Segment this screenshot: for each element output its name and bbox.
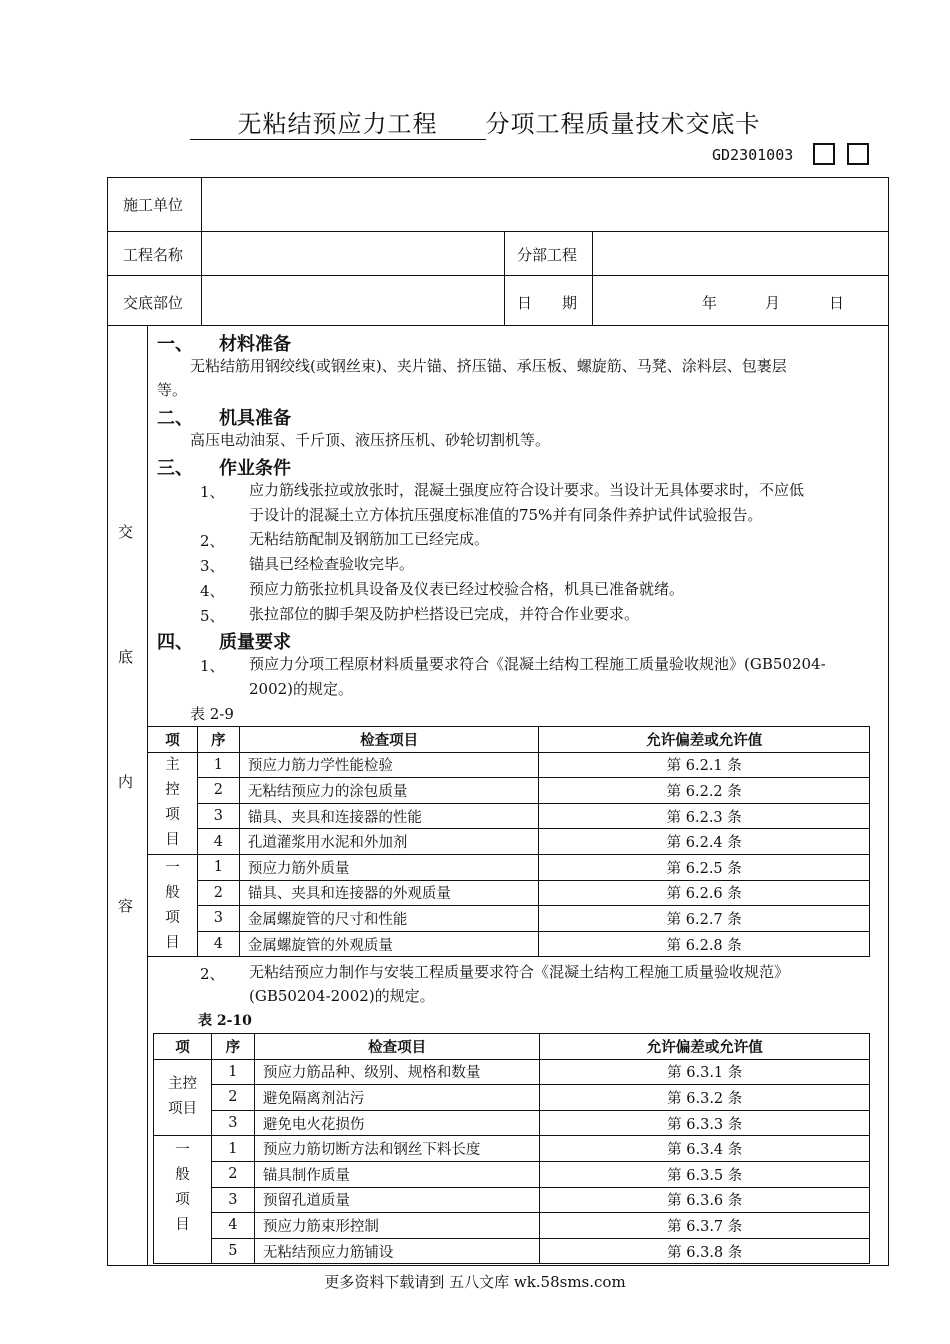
footer-text: 更多资料下载请到 五八文库 wk.58sms.com	[324, 1273, 626, 1291]
row-ref: 第 6.3.7 条	[540, 1213, 870, 1239]
header-cell: 检查项目	[254, 1034, 540, 1060]
list-number: 2、	[200, 532, 225, 550]
table-row	[154, 1187, 870, 1213]
list-number: 1、	[200, 483, 225, 501]
row-item: 避免隔离剂沾污	[254, 1085, 540, 1111]
group-label-general	[154, 1136, 212, 1264]
checkbox-2[interactable]	[847, 143, 869, 165]
side-label-char: 底	[118, 648, 134, 666]
row-ref: 第 6.3.1 条	[540, 1059, 870, 1085]
row-ref: 第 6.3.8 条	[540, 1238, 870, 1264]
group-char: 般	[175, 1167, 190, 1184]
list-number: 2、	[200, 965, 225, 983]
row-item: 无粘结预应力的涂包质量	[239, 778, 539, 804]
row-item: 预应力筋品种、级别、规格和数量	[254, 1059, 540, 1085]
header-cell: 序	[211, 1034, 254, 1060]
group-char: 目	[165, 934, 180, 951]
row-item: 预应力筋切断方法和钢丝下料长度	[254, 1136, 540, 1162]
table-row	[154, 1085, 870, 1111]
table-row	[148, 829, 870, 855]
table-row	[154, 1110, 870, 1136]
list-item-text: 无粘结预应力制作与安装工程质量要求符合《混凝土结构工程施工质量验收规范》	[249, 963, 790, 981]
section-text: 等。	[157, 381, 188, 399]
group-char: 项	[175, 1192, 190, 1209]
row-item: 预应力筋束形控制	[254, 1213, 540, 1239]
divider	[201, 177, 202, 325]
list-number: 5、	[200, 607, 225, 625]
row-item: 避免电火花损伤	[254, 1110, 540, 1136]
list-item-text: (GB50204-2002)的规定。	[249, 987, 435, 1005]
list-item-text: 张拉部位的脚手架及防护栏搭设已完成，并符合作业要求。	[249, 605, 640, 623]
row-ref: 第 6.2.3 条	[539, 803, 870, 829]
section-title: 作业条件	[219, 458, 291, 479]
group-char: 一	[165, 859, 180, 876]
row-item: 金属螺旋管的尺寸和性能	[239, 906, 539, 932]
row-ref: 第 6.2.4 条	[539, 829, 870, 855]
date-year: 年	[702, 294, 718, 312]
group-char: 一	[175, 1142, 190, 1159]
row-number: 3	[197, 906, 239, 932]
table-caption: 表 2-9	[190, 705, 234, 723]
division-field[interactable]	[598, 236, 884, 270]
side-label-char: 交	[118, 523, 134, 541]
group-char: 项	[165, 909, 180, 926]
row-ref: 第 6.2.7 条	[539, 906, 870, 932]
label-project-name: 工程名称	[123, 246, 184, 264]
header-cell: 允许偏差或允许值	[540, 1034, 870, 1060]
group-label-main	[148, 752, 198, 854]
side-label-char: 内	[118, 773, 134, 791]
inspection-table-2	[153, 1033, 870, 1264]
location-field[interactable]	[208, 282, 498, 320]
table-row	[148, 803, 870, 829]
row-number: 2	[197, 880, 239, 906]
group-char: 目	[165, 832, 180, 849]
row-item: 金属螺旋管的外观质量	[239, 931, 539, 957]
row-number: 2	[211, 1085, 254, 1111]
list-item-text: 锚具已经检查验收完毕。	[249, 555, 415, 573]
table-row	[154, 1238, 870, 1264]
section-number: 二、	[157, 408, 193, 429]
row-number: 4	[211, 1213, 254, 1239]
side-label-char: 容	[118, 897, 134, 915]
table-header-row	[148, 727, 870, 753]
list-item-text: 预应力分项工程原材料质量要求符合《混凝土结构工程施工质量验收规池》(GB50204-	[249, 655, 826, 673]
group-char: 项	[165, 807, 180, 824]
row-number: 5	[211, 1238, 254, 1264]
divider	[592, 231, 593, 325]
table-row	[154, 1059, 870, 1085]
list-item-text: 无粘结筋配制及钢筋加工已经完成。	[249, 530, 490, 548]
group-label-general	[148, 854, 198, 956]
row-ref: 第 6.2.8 条	[539, 931, 870, 957]
header-cell: 允许偏差或允许值	[539, 727, 870, 753]
row-item: 预留孔道质量	[254, 1187, 540, 1213]
row-item: 锚具、夹具和连接器的外观质量	[239, 880, 539, 906]
row-item: 预应力筋外质量	[239, 854, 539, 880]
table-row	[148, 854, 870, 880]
row-number: 1	[211, 1059, 254, 1085]
title-project-name: 无粘结预应力工程	[190, 104, 486, 140]
group-label-main	[154, 1059, 212, 1136]
section-number: 一、	[157, 334, 193, 355]
row-ref: 第 6.3.3 条	[540, 1110, 870, 1136]
table-row	[148, 931, 870, 957]
table-header-row	[154, 1034, 870, 1060]
group-char: 般	[165, 884, 180, 901]
construction-unit-field[interactable]	[208, 185, 884, 225]
row-number: 4	[197, 931, 239, 957]
row-ref: 第 6.2.2 条	[539, 778, 870, 804]
page-title	[0, 104, 950, 140]
label-construction-unit: 施工单位	[123, 196, 184, 214]
list-number: 1、	[200, 657, 225, 675]
row-item: 无粘结预应力筋铺设	[254, 1238, 540, 1264]
row-number: 1	[197, 752, 239, 778]
section-title: 质量要求	[219, 632, 291, 653]
table-row	[154, 1213, 870, 1239]
list-item-text: 于设计的混凝土立方体抗压强度标准值的75%并有同条件养护试件试验报告。	[249, 506, 763, 524]
table-row	[148, 880, 870, 906]
table-row	[154, 1136, 870, 1162]
label-location: 交底部位	[123, 294, 184, 312]
group-char: 主	[165, 757, 180, 774]
list-number: 3、	[200, 557, 225, 575]
section-number: 四、	[157, 632, 193, 653]
divider	[107, 231, 889, 232]
divider	[107, 275, 889, 276]
date-day: 日	[829, 294, 845, 312]
row-ref: 第 6.3.5 条	[540, 1161, 870, 1187]
row-item: 锚具、夹具和连接器的性能	[239, 803, 539, 829]
row-ref: 第 6.3.4 条	[540, 1136, 870, 1162]
label-date: 日 期	[517, 294, 578, 312]
table-row	[148, 778, 870, 804]
row-number: 3	[211, 1110, 254, 1136]
header-cell: 项	[154, 1034, 212, 1060]
header-cell: 序	[197, 727, 239, 753]
row-number: 3	[211, 1187, 254, 1213]
list-item-text: 应力筋线张拉或放张时，混凝土强度应符合设计要求。当设计无具体要求时，不应低	[249, 481, 805, 499]
row-number: 4	[197, 829, 239, 855]
row-item: 预应力筋力学性能检验	[239, 752, 539, 778]
divider	[107, 325, 889, 326]
title-rest: 分项工程质量技术交底卡	[485, 110, 761, 138]
form-code: GD2301003	[712, 146, 794, 164]
row-number: 1	[211, 1136, 254, 1162]
row-number: 2	[197, 778, 239, 804]
list-item-text: 2002)的规定。	[249, 680, 354, 698]
group-char: 控	[165, 782, 180, 799]
list-item-text: 预应力筋张拉机具设备及仪表已经过校验合格，机具已准备就绪。	[249, 580, 685, 598]
row-ref: 第 6.3.6 条	[540, 1187, 870, 1213]
section-number: 三、	[157, 458, 193, 479]
row-number: 1	[197, 854, 239, 880]
section-title: 机具准备	[219, 408, 291, 429]
group-char: 目	[175, 1217, 190, 1234]
project-name-field[interactable]	[208, 236, 498, 270]
row-ref: 第 6.2.1 条	[539, 752, 870, 778]
date-month: 月	[765, 294, 781, 312]
table-caption: 表 2-10	[198, 1013, 252, 1029]
header-cell: 项	[148, 727, 198, 753]
list-number: 4、	[200, 582, 225, 600]
header-cell: 检查项目	[239, 727, 539, 753]
checkbox-1[interactable]	[813, 143, 835, 165]
group-text: 主控	[167, 1076, 197, 1093]
row-item: 锚具制作质量	[254, 1161, 540, 1187]
inspection-table-1	[147, 726, 870, 957]
row-ref: 第 6.2.5 条	[539, 854, 870, 880]
section-title: 材料准备	[219, 334, 291, 355]
row-number: 3	[197, 803, 239, 829]
table-row	[154, 1161, 870, 1187]
section-text: 无粘结筋用钢绞线(或钢丝束)、夹片锚、挤压锚、承压板、螺旋筋、马凳、涂料层、包裹层	[190, 357, 787, 375]
label-division: 分部工程	[517, 246, 578, 264]
table-row	[148, 752, 870, 778]
row-ref: 第 6.3.2 条	[540, 1085, 870, 1111]
row-number: 2	[211, 1161, 254, 1187]
divider	[504, 231, 505, 325]
row-ref: 第 6.2.6 条	[539, 880, 870, 906]
table-row	[148, 906, 870, 932]
group-text: 项目	[167, 1101, 197, 1118]
row-item: 孔道灌浆用水泥和外加剂	[239, 829, 539, 855]
section-text: 高压电动油泵、千斤顶、液压挤压机、砂轮切割机等。	[190, 431, 551, 449]
